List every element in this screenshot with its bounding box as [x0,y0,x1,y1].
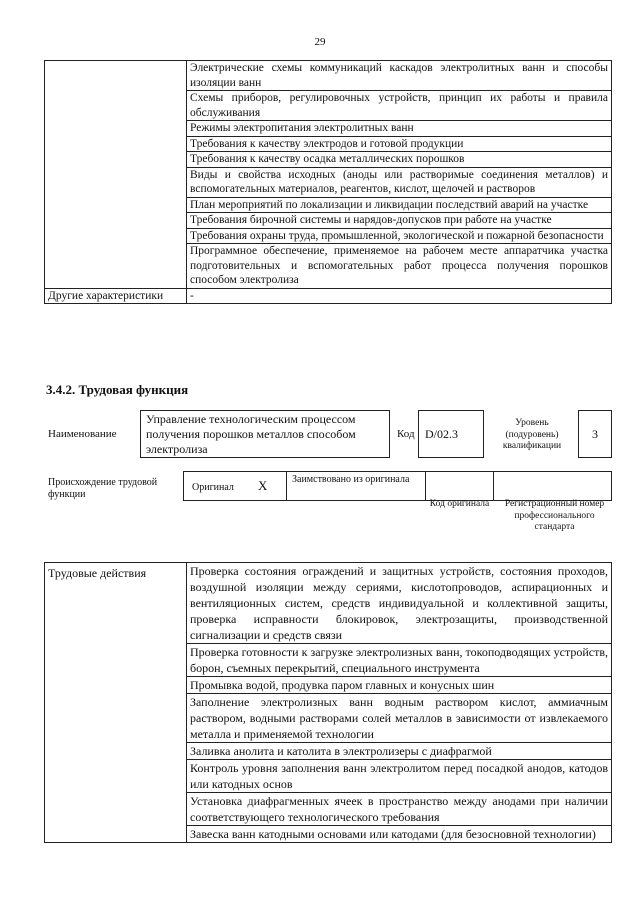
original-label: Оригинал [192,482,234,493]
labor-actions-table [44,562,612,843]
level-value: 3 [578,410,612,458]
origin-label: Происхождение трудовой функции [48,477,158,500]
table-cell: План мероприятий по локализации и ликвидации последствий аварий на участке [187,197,612,213]
table-cell: Проверка состояния ограждений и защитных устройств, состояния проходов, воздушной изоляции между сериями, кислотопроводов, аспирационных и вентиляционных систем, средств индивидуальной и коллективной защиты, проверка исправности блокировок, электрозащиты, производственной сигнализации и средств связи [187,563,612,644]
knowledge-table [44,60,612,304]
original-box [183,471,287,501]
table-cell: Проверка готовности к загрузке электролизных ванн, токоподводящих устройств, борон, съемных перекрытий, специального инструмента [187,644,612,677]
empty-left-cell [45,61,187,289]
table-cell: Заполнение электролизных ванн водным раствором кислот, аммиачным раствором, водными растворами солей металлов в зависимости от извлекаемого металла и применяемой технологии [187,694,612,743]
table-cell: Завеска ванн катодными основами или катодами (для безосновной технологии) [187,826,612,843]
reg-number-caption: Регистрационный номер профессионального стандарта [504,499,605,532]
table-cell: Требования к качеству электродов и готовой продукции [187,136,612,152]
table-cell: Режимы электропитания электролитных ванн [187,121,612,137]
code-original-box [425,471,494,501]
borrowed-box: Заимствовано из оригинала [286,471,426,501]
section-title: 3.4.2. Трудовая функция [46,382,189,397]
reg-number-box [493,471,612,501]
table-cell: Требования к качеству осадка металлических порошков [187,152,612,168]
table-row [45,288,612,304]
table-cell: Виды и свойства исходных (аноды или растворимые соединения металлов) и вспомогательных материалов, реагентов, кислот, щелочей и растворов [187,167,612,197]
code-label: Код [397,428,415,440]
function-code-value: D/02.3 [418,410,484,458]
table-cell: Требования охраны труда, промышленной, экологической и пожарной безопасности [187,228,612,244]
original-mark: X [258,478,268,493]
table-cell: Программное обеспечение, применяемое на рабочем месте аппаратчика участка подготовительных и вспомогательных работ процесса получения порошков способом электролиза [187,244,612,289]
function-name-value: Управление технологическим процессом получения порошков металлов способом электролиза [140,410,390,458]
table-cell: Схемы приборов, регулировочных устройств, принцип их работы и правила обслуживания [187,91,612,121]
table-cell: Промывка водой, продувка паром главных и конусных шин [187,677,612,694]
level-label: Уровень (подуровень) квалификации [502,418,562,451]
table-row [45,563,612,644]
table-cell: Установка диафрагменных ячеек в пространство между анодами при наличии соответствующего технологического требования [187,793,612,826]
page-number: 29 [314,36,326,48]
other-characteristics-label: Другие характеристики [45,288,187,304]
name-label: Наименование [48,428,117,440]
table-cell: Контроль уровня заполнения ванн электролитом перед посадкой анодов, катодов или катодных основ [187,760,612,793]
table-cell: Требования бирочной системы и нарядов-допусков при работе на участке [187,213,612,229]
table-cell: Заливка анолита и католита в электролизеры с диафрагмой [187,743,612,760]
labor-actions-label: Трудовые действия [45,563,187,843]
code-original-caption: Код оригинала [429,499,490,509]
other-characteristics-value: - [187,288,612,304]
table-row [45,61,612,91]
table-cell: Электрические схемы коммуникаций каскадов электролитных ванн и способы изоляции ванн [187,61,612,91]
